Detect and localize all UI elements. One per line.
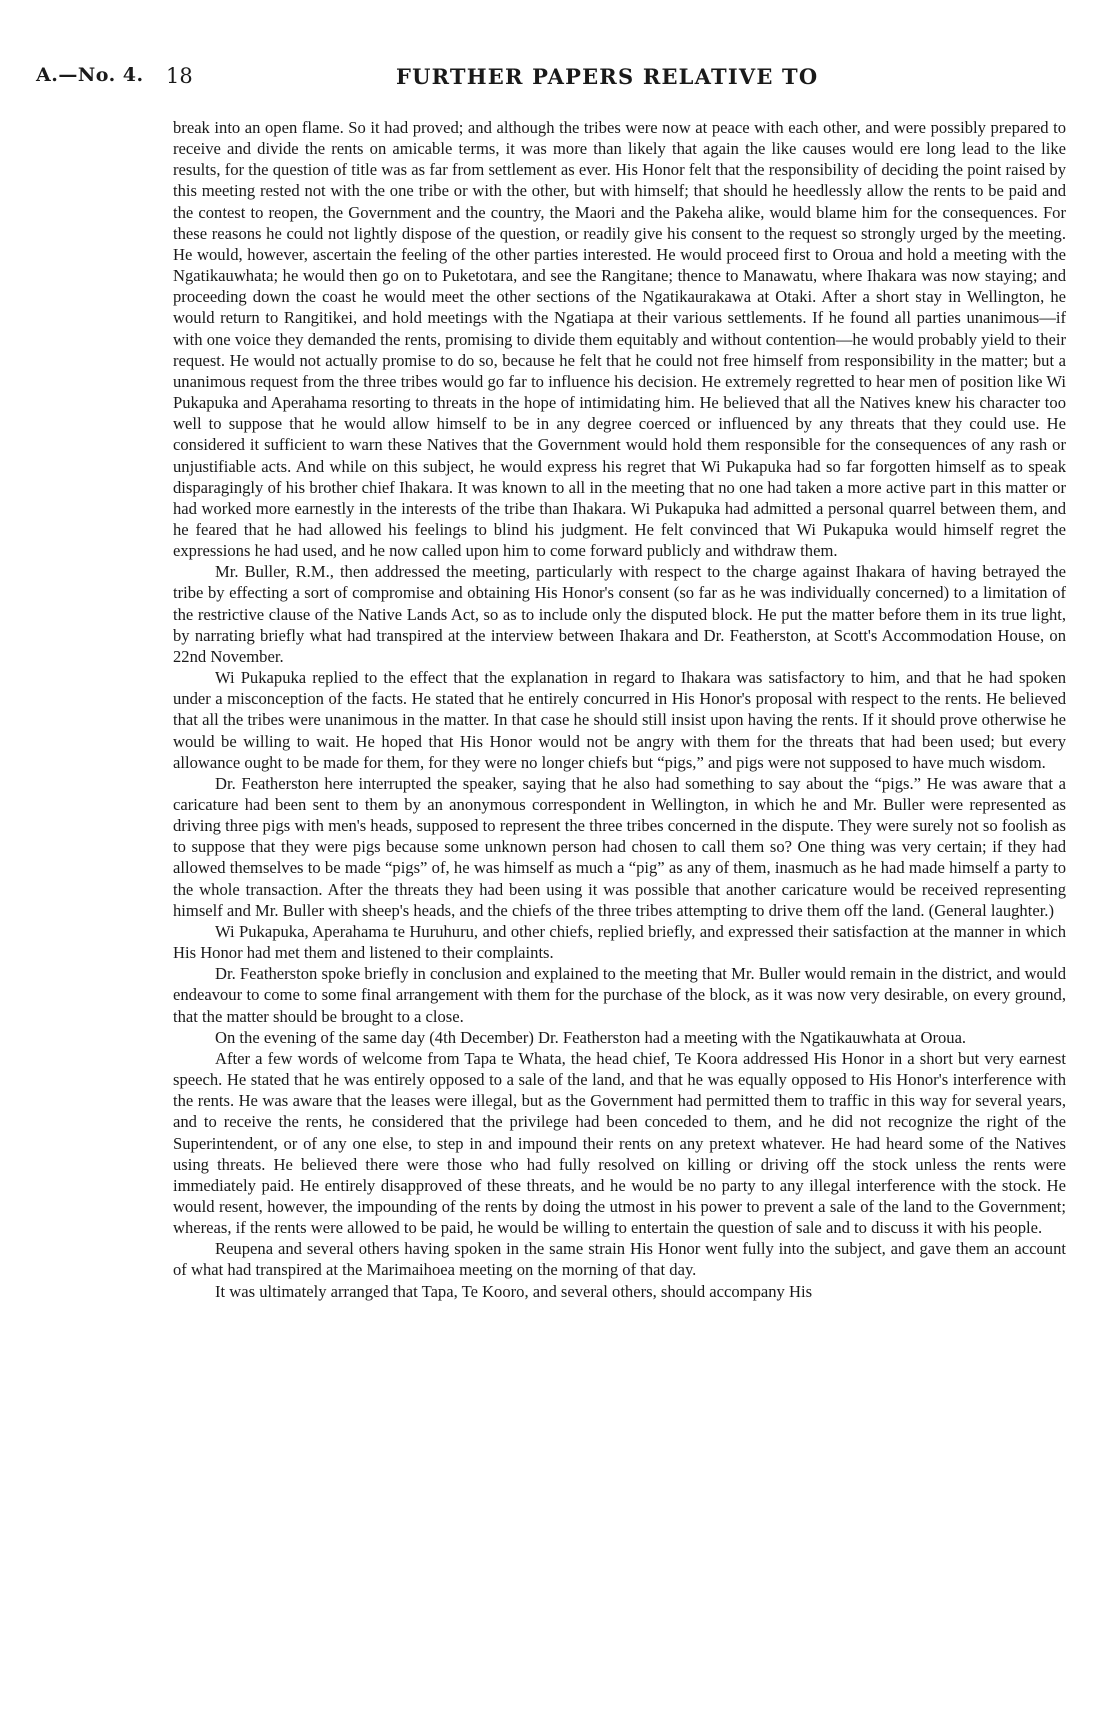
- page-number: 18: [166, 64, 193, 88]
- document-reference: A.—No. 4.: [36, 64, 144, 86]
- paragraph: Reupena and several others having spoken in the same strain His Honor went fully into the subject, and gave them an account of what had transpired at the Marimaihoea meeting on the morning of that day.: [173, 1239, 1066, 1280]
- paragraph: Dr. Featherston here interrupted the speaker, saying that he also had something to say about the “pigs.” He was aware that a caricature had been sent to them by an anonymous correspondent in Wellington, in which he and Mr. Buller were represented as driving three pigs with men's heads, supposed to represent the three tribes concerned in the dispute. They were surely not so foolish as to suppose that they were pigs because some unknown person had chosen to call them so? One thing was very certain; if they had allowed themselves to be made “pigs” of, he was himself as much a “pig” as any of them, inasmuch as he had made himself a party to the whole transaction. After the threats they had been using it was possible that another caricature would be received representing himself and Mr. Buller with sheep's heads, and the chiefs of the three tribes attempting to drive them off the land. (General laughter.): [173, 773, 1066, 920]
- page-header: [36, 64, 1076, 98]
- paragraph: Dr. Featherston spoke briefly in conclusion and explained to the meeting that Mr. Buller would remain in the district, and would endeavour to come to some final arrangement with them for the purchase of the block, as it was now very desirable, on every ground, that the matter should be brought to a close.: [173, 964, 1066, 1026]
- paragraph: Wi Pukapuka, Aperahama te Huruhuru, and other chiefs, replied briefly, and expressed their satisfaction at the manner in which His Honor had met them and listened to their complaints.: [173, 921, 1066, 963]
- paragraph: Mr. Buller, R.M., then addressed the meeting, particularly with respect to the charge against Ihakara of having betrayed the tribe by effecting a sort of compromise and obtaining His Honor's consent (so far as he was individually concerned) to a limitation of the restrictive clause of the Native Lands Act, so as to include only the disputed block. He put the matter before them in its true light, by narrating briefly what had transpired at the interview between Ihakara and Dr. Featherston, at Scott's Accommodation House, on 22nd November.: [173, 562, 1066, 666]
- paragraph: After a few words of welcome from Tapa te Whata, the head chief, Te Koora addressed His Honor in a short but very earnest speech. He stated that he was entirely opposed to a sale of the land, and that he was equally opposed to His Honor's interference with the rents. He was aware that the leases were illegal, but as the Government had permitted them to traffic in this way for several years, and to receive the rents, he considered that the privilege had been conceded to them, and he did not recognize the right of the Superintendent, or of any one else, to step in and impound their rents on any pretext whatever. He had heard some of the Natives using threats. He believed there were those who had fully resolved on killing or driving off the stock unless the rents were immediately paid. He entirely disapproved of these threats, and he would be no party to any illegal interference with the stock. He would resent, however, the impounding of the rents by doing the utmost in his power to prevent a sale of the land to the Government; whereas, if the rents were allowed to be paid, he would be willing to entertain the question of sale and to discuss it with his people.: [173, 1048, 1066, 1238]
- body-text: [173, 117, 1066, 1302]
- paragraph: On the evening of the same day (4th December) Dr. Featherston had a meeting with the Ngatikauwhata at Oroua.: [215, 1027, 967, 1047]
- paragraph: Wi Pukapuka replied to the effect that the explanation in regard to Ihakara was satisfactory to him, and that he had spoken under a misconception of the facts. He stated that he entirely concurred in His Honor's proposal with respect to the rents. He believed that all the tribes were unanimous in the matter. In that case he should still insist upon having the rents. If it should prove otherwise he would be willing to wait. He hoped that His Honor would not be angry with them for the threats that had been used; but every allowance ought to be made for them, for they were no longer chiefs but “pigs,” and pigs were not supposed to have much wisdom.: [173, 668, 1066, 772]
- running-title: FURTHER PAPERS RELATIVE TO: [396, 64, 819, 89]
- paragraph: It was ultimately arranged that Tapa, Te Kooro, and several others, should accompany His: [215, 1281, 813, 1301]
- paragraph: break into an open flame. So it had proved; and although the tribes were now at peace with each other, and were possibly prepared to receive and divide the rents on amicable terms, it was more than likely that again the like causes would ere long lead to the like results, for the question of title was as far from settlement as ever. His Honor felt that the responsibility of deciding the point raised by this meeting rested not with the one tribe or with the other, but with himself; that should he heedlessly allow the rents to be paid and the contest to reopen, the Government and the country, the Maori and the Pakeha alike, would blame him for the consequences. For these reasons he could not lightly dispose of the question, or readily give his consent to the request so strongly urged by the meeting. He would, however, ascertain the feeling of the other parties interested. He would proceed first to Oroua and hold a meeting with the Ngatikauwhata; he would then go on to Puketotara, and see the Rangitane; thence to Manawatu, where Ihakara was now staying; and proceeding down the coast he would meet the other sections of the Ngatikaurakawa at Otaki. After a short stay in Wellington, he would return to Rangitikei, and hold meetings with the Ngatiapa at their various settlements. If he found all parties unanimous—if with one voice they demanded the rents, promising to divide them equitably and without contention—he would probably yield to their request. He would not actually promise to do so, because he felt that he could not free himself from responsibility in the matter; but a unanimous request from the three tribes would go far to influence his decision. He extremely regretted to hear men of position like Wi Pukapuka and Aperahama resorting to threats in the hope of intimidating him. He believed that all the Natives knew his character too well to suppose that he would allow himself to be in any degree coerced or influenced by any threats that they could use. He considered it sufficient to warn these Natives that the Government would hold them responsible for the consequences of any rash or unjustifiable acts. And while on this subject, he would express his regret that Wi Pukapuka had so far forgotten himself as to speak disparagingly of his brother chief Ihakara. It was known to all in the meeting that no one had taken a more active part in this matter or had worked more earnestly in the interests of the tribe than Ihakara. Wi Pukapuka had admitted a personal quarrel between them, and he feared that he had allowed his feelings to blind his judgment. He felt convinced that Wi Pukapuka would himself regret the expressions he had used, and he now called upon him to come forward publicly and withdraw them.: [173, 118, 1066, 561]
